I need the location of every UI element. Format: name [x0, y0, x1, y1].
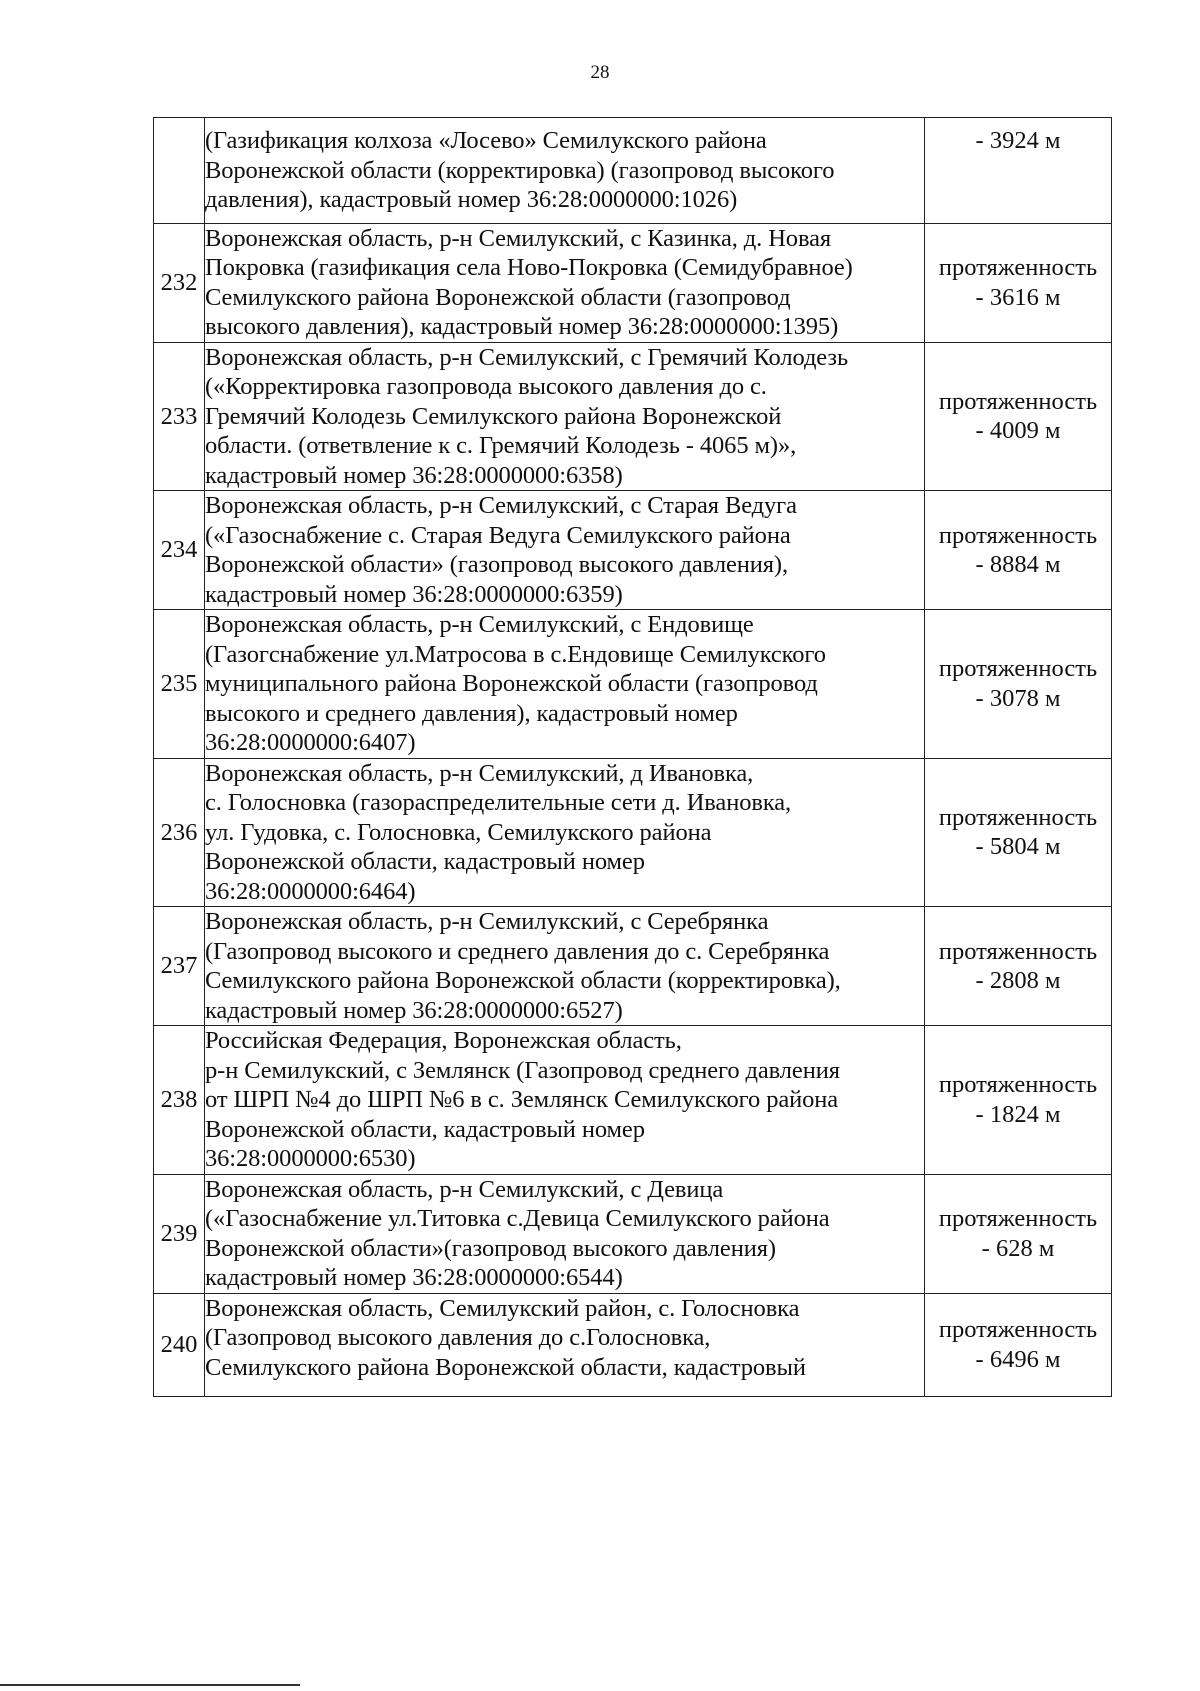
row-length: протяженность - 6496 м: [925, 1293, 1112, 1397]
row-length: - 3924 м: [925, 118, 1112, 224]
row-number: [154, 118, 205, 224]
row-number: 240: [154, 1293, 205, 1397]
row-description: Воронежская область, р-н Семилукский, с Казинка, д. Новая Покровка (газификация села Ново-Покровка (Семидубравное) Семилукского района Воронежской области (газопровод высокого давления), кадастровый номер 36:28:0000000:1395): [205, 223, 925, 342]
table-row: [154, 1026, 1112, 1175]
row-number: 236: [154, 758, 205, 907]
row-number: 239: [154, 1174, 205, 1293]
row-number: 232: [154, 223, 205, 342]
row-length: протяженность - 628 м: [925, 1174, 1112, 1293]
row-length: протяженность - 1824 м: [925, 1026, 1112, 1175]
property-table: [153, 117, 1112, 1397]
row-number: 233: [154, 342, 205, 491]
row-length: протяженность - 5804 м: [925, 758, 1112, 907]
row-description: (Газификация колхоза «Лосево» Семилукского района Воронежской области (корректировка) (газопровод высокого давления), кадастровый номер 36:28:0000000:1026): [205, 118, 925, 224]
table-row: [154, 342, 1112, 491]
row-length: протяженность - 2808 м: [925, 907, 1112, 1026]
row-length: протяженность - 3616 м: [925, 223, 1112, 342]
page-number: 28: [590, 62, 610, 83]
row-length: протяженность - 4009 м: [925, 342, 1112, 491]
table-row: [154, 491, 1112, 610]
row-description: Воронежская область, р-н Семилукский, с Старая Ведуга («Газоснабжение с. Старая Ведуга Семилукского района Воронежской области» (газопровод высокого давления), кадастровый номер 36:28:0000000:6359): [205, 491, 925, 610]
row-number: 237: [154, 907, 205, 1026]
row-length: протяженность - 3078 м: [925, 610, 1112, 759]
row-number: 235: [154, 610, 205, 759]
table-row: [154, 758, 1112, 907]
row-number: 238: [154, 1026, 205, 1175]
row-description: Российская Федерация, Воронежская область, р-н Семилукский, с Землянск (Газопровод среднего давления от ШРП №4 до ШРП №6 в с. Землянск Семилукского района Воронежской области, кадастровый номер 36:28:0000000:6530): [205, 1026, 925, 1175]
row-description: Воронежская область, р-н Семилукский, с Девица («Газоснабжение ул.Титовка с.Девица Семилукского района Воронежской области»(газопровод высокого давления) кадастровый номер 36:28:0000000:6544): [205, 1174, 925, 1293]
table-row: [154, 1293, 1112, 1397]
table-row: [154, 907, 1112, 1026]
row-description: Воронежская область, р-н Семилукский, с Гремячий Колодезь («Корректировка газопровода высокого давления до с. Гремячий Колодезь Семилукского района Воронежской области. (ответвление к с. Гремячий Колодезь - 4065 м)», кадастровый номер 36:28:0000000:6358): [205, 342, 925, 491]
table-row: [154, 118, 1112, 224]
row-description: Воронежская область, Семилукский район, с. Голосновка (Газопровод высокого давления до с.Голосновка, Семилукского района Воронежской области, кадастровый: [205, 1293, 925, 1397]
row-length: протяженность - 8884 м: [925, 491, 1112, 610]
table-row: [154, 610, 1112, 759]
row-description: Воронежская область, р-н Семилукский, с Серебрянка (Газопровод высокого и среднего давления до с. Серебрянка Семилукского района Воронежской области (корректировка), кадастровый номер 36:28:0000000:6527): [205, 907, 925, 1026]
footnote-divider: [0, 1684, 300, 1686]
row-description: Воронежская область, р-н Семилукский, д Ивановка, с. Голосновка (газораспределительные сети д. Ивановка, ул. Гудовка, с. Голосновка, Семилукского района Воронежской области, кадастровый номер 36:28:0000000:6464): [205, 758, 925, 907]
table-row: [154, 223, 1112, 342]
table-row: [154, 1174, 1112, 1293]
row-number: 234: [154, 491, 205, 610]
row-description: Воронежская область, р-н Семилукский, с Ендовище (Газогснабжение ул.Матросова в с.Ендовище Семилукского муниципального района Воронежской области (газопровод высокого и среднего давления), кадастровый номер 36:28:0000000:6407): [205, 610, 925, 759]
